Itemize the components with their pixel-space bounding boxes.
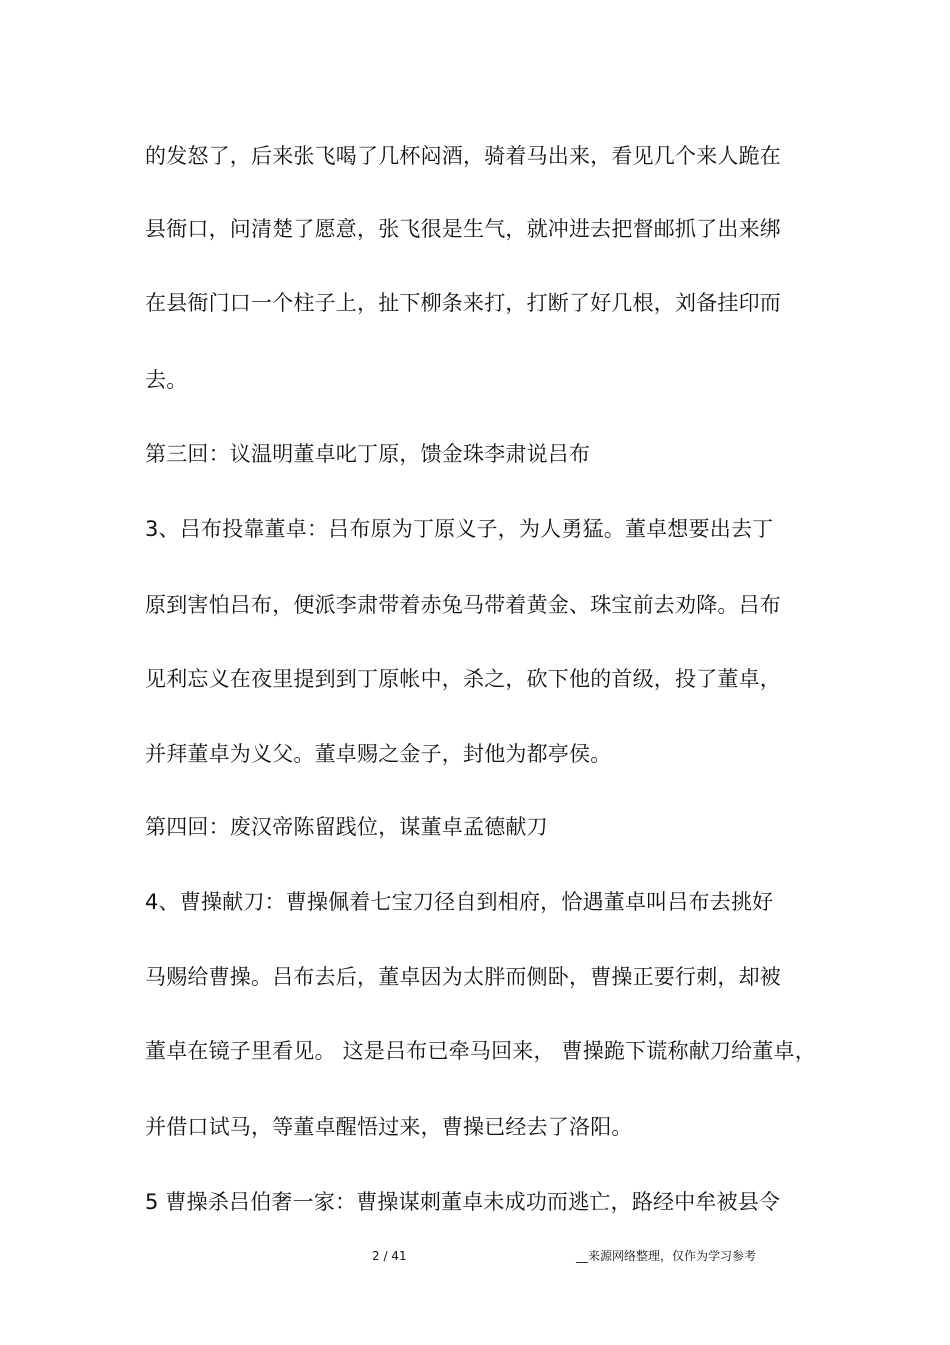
text-line: 5 曹操杀吕伯奢一家：曹操谋刺董卓未成功而逃亡，路经中牟被县令 [145, 1190, 781, 1214]
text-line: 董卓在镜子里看见。 这是吕布已牵马回来， 曹操跪下谎称献刀给董卓， [145, 1039, 816, 1063]
text-line: 并拜董卓为义父。董卓赐之金子，封他为都亭侯。 [145, 742, 612, 766]
text-line: 的发怒了，后来张飞喝了几杯闷酒，骑着马出来，看见几个来人跪在 [145, 144, 781, 168]
text-line: 马赐给曹操。吕布去后，董卓因为太胖而侧卧，曹操正要行刺，却被 [145, 965, 781, 989]
text-line: 去。 [145, 368, 188, 392]
text-line: 见利忘义在夜里提到到丁原帐中，杀之，砍下他的首级，投了董卓， [145, 667, 781, 691]
text-line: 原到害怕吕布，便派李肃带着赤兔马带着黄金、珠宝前去劝降。吕布 [145, 593, 781, 617]
page-number: 2 / 41 [372, 1249, 407, 1263]
text-line: 4、曹操献刀：曹操佩着七宝刀径自到相府，恰遇董卓叫吕布去挑好 [145, 890, 774, 914]
chapter-heading: 第四回：废汉帝陈留践位，谋董卓孟德献刀 [145, 815, 548, 839]
chapter-heading: 第三回：议温明董卓叱丁原，馈金珠李肃说吕布 [145, 442, 591, 466]
text-line: 县衙口，问清楚了愿意，张飞很是生气，就冲进去把督邮抓了出来绑 [145, 217, 781, 241]
footer-note: __来源网络整理，仅作为学习参考 [576, 1249, 757, 1263]
text-line: 并借口试马，等董卓醒悟过来，曹操已经去了洛阳。 [145, 1115, 633, 1139]
text-line: 3、吕布投靠董卓：吕布原为丁原义子，为人勇猛。董卓想要出去丁 [145, 517, 774, 541]
text-line: 在县衙门口一个柱子上，扯下柳条来打，打断了好几根，刘备挂印而 [145, 291, 781, 315]
